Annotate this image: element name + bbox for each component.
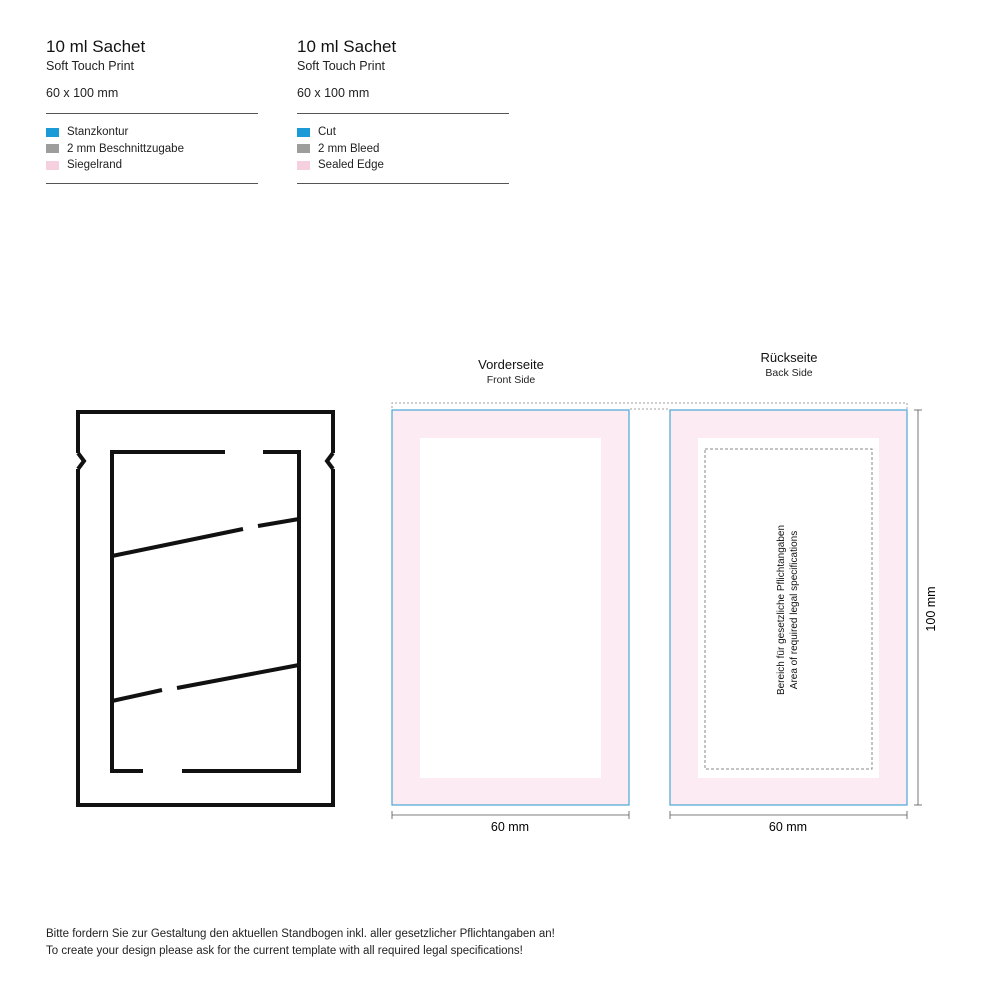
diagonal-line — [112, 529, 243, 556]
legend-item-bleed: 2 mm Beschnittzugabe — [46, 141, 258, 158]
product-size: 60 x 100 mm — [297, 86, 370, 100]
footer-line-english: To create your design please ask for the current template with all required legal specifications! — [46, 945, 523, 957]
front-panel — [392, 410, 629, 805]
legend-item-seal: Sealed Edge — [297, 157, 509, 174]
diagonal-line — [177, 665, 299, 688]
footer-line-german: Bitte fordern Sie zur Gestaltung den aktuellen Standbogen inkl. aller gesetzlicher Pflichtangaben an! — [46, 928, 555, 940]
outer-contour — [78, 412, 333, 805]
inner-frame — [112, 452, 225, 771]
legend-item-seal: Siegelrand — [46, 157, 258, 174]
diagonal-line — [112, 690, 162, 701]
legend-item-cut: Stanzkontur — [46, 124, 258, 141]
back-side-label: Rückseite Back Side — [760, 350, 818, 379]
front-side-label: Vorderseite Front Side — [478, 357, 544, 386]
product-title: 10 ml Sachet — [46, 37, 146, 56]
legend-item-bleed: 2 mm Bleed — [297, 141, 509, 158]
back-width-label: 60 mm — [768, 820, 808, 834]
notch-right — [327, 453, 333, 469]
product-subtitle: Soft Touch Print — [297, 59, 386, 73]
diagonal-line — [258, 519, 299, 526]
front-print-area — [420, 438, 601, 778]
product-title: 10 ml Sachet — [297, 37, 397, 56]
notch-left — [78, 453, 84, 469]
legend-item-cut: Cut — [297, 124, 509, 141]
inner-frame — [182, 452, 299, 771]
product-subtitle: Soft Touch Print — [46, 59, 135, 73]
front-width-label: 60 mm — [490, 820, 530, 834]
die-cut-outline — [78, 412, 333, 805]
back-height-label: 100 mm — [924, 586, 938, 632]
legal-area-label: Bereich für gesetzliche Pflichtangaben Area of required legal specifications — [776, 524, 800, 696]
footer-note — [46, 926, 555, 960]
product-size: 60 x 100 mm — [46, 86, 119, 100]
